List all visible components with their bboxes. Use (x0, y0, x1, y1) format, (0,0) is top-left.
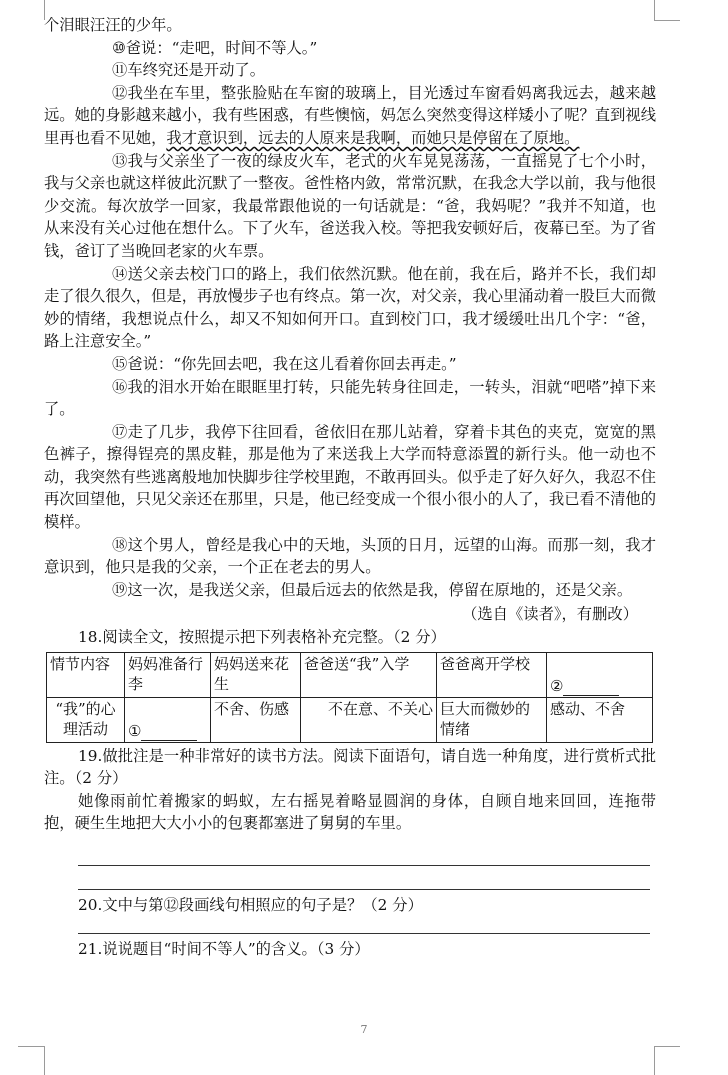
paragraph-number: ⑲ (112, 580, 128, 599)
paragraph-text: 爸说：“走吧，时间不等人。” (125, 38, 318, 57)
question-21: 21.说说题目“时间不等人”的含义。（3 分） (78, 939, 370, 958)
table-cell: 情节内容 (47, 652, 125, 697)
paragraph-19 (44, 579, 656, 602)
crop-mark-tr-h (654, 20, 680, 21)
paragraph-text: 我的泪水开始在眼眶里打转，只能先转身往回走，一转头，泪就“吧嗒”掉下来了。 (44, 377, 656, 419)
answer-marker: ② (550, 676, 564, 695)
paragraph-number: ⑬ (112, 151, 128, 170)
paragraph-text: 送父亲去校门口的路上，我们依然沉默。他在前，我在后，路并不长，我们却走了很久很久，但是，再放慢步子也有终点。第一次，对父亲，我心里涌动着一股巨大而微妙的情绪，我想说点什么，却又不知如何开口。直到校门口，我才缓缓吐出几个字：“爸，路上注意安全。” (44, 264, 656, 351)
paragraph-number: ⑫ (112, 83, 128, 102)
underlined-sentence: 我才意识到，远去的人原来是我啊，而她只是停留在了原地。 (166, 128, 580, 147)
crop-mark-br-h (654, 1046, 680, 1047)
crop-mark-bl-v (44, 1046, 45, 1075)
table-row (47, 652, 653, 697)
paragraph-number: ⑰ (112, 422, 128, 441)
table-cell-answer-2[interactable] (547, 652, 653, 697)
crop-mark-bl-h (18, 1046, 44, 1047)
paragraph-14 (44, 263, 656, 353)
paragraph-number: ⑯ (112, 377, 128, 396)
paragraph-text: 爸说：“你先回去吧，我在这儿看着你回去再走。” (127, 354, 457, 373)
table-cell: 妈妈送来花生 (211, 652, 301, 697)
table-cell: 不在意、不关心 (301, 697, 437, 742)
plot-table (46, 652, 653, 743)
source-note: （选自《读者》，有删改） (462, 605, 638, 624)
question-18: 18.阅读全文，按照提示把下列表格补充完整。（2 分） (78, 628, 446, 647)
answer-line[interactable] (78, 889, 650, 890)
document-page (44, 14, 656, 960)
paragraph-17 (44, 421, 656, 534)
answer-blank[interactable] (141, 724, 197, 741)
table-cell: 爸爸离开学校 (437, 652, 547, 697)
table-row (47, 697, 653, 742)
paragraph-18 (44, 534, 656, 579)
paragraph-11 (44, 59, 656, 82)
table-cell: 不舍、伤感 (211, 697, 301, 742)
passage-line-top: 个泪眼汪汪的少年。 (44, 16, 182, 34)
paragraph-12 (44, 82, 656, 150)
table-cell: 妈妈准备行李 (125, 652, 211, 697)
paragraph-13 (44, 150, 656, 263)
answer-blank[interactable] (563, 679, 619, 696)
paragraph-text: 我坐在车里，整张脸贴在车窗的玻璃上，目光透过车窗看妈离我远去，越来越远。她的身影越来越小，我有些困惑，有些懊恼，妈怎么突然变得这样矮小了呢？直到视线里再也看不见她， (44, 83, 656, 147)
table-cell: 爸爸送“我”入学 (301, 652, 437, 697)
paragraph-10 (44, 37, 656, 60)
answer-marker: ① (128, 721, 142, 740)
question-19: 19.做批注是一种非常好的读书方法。阅读下面语句，请自选一种角度，进行赏析式批注。（2 分） (44, 746, 656, 788)
question-19-quote: 她像雨前忙着搬家的蚂蚁，左右摇晃着略显圆润的身体，自顾自地来回回，连拖带抱，硬生生地把大大小小的包裹都塞进了舅舅的车里。 (44, 791, 656, 833)
paragraph-text: 这个男人，曾经是我心中的天地，头顶的日月，远望的山海。而那一刻，我才意识到，他只是我的父亲，一个正在老去的男人。 (44, 535, 656, 577)
paragraph-text: 这一次，是我送父亲，但最后远去的依然是我，停留在原地的，还是父亲。 (127, 580, 633, 599)
paragraph-15 (44, 353, 656, 376)
paragraph-number: ⑮ (112, 354, 128, 373)
answer-line[interactable] (78, 933, 650, 934)
paragraph-text: 我与父亲坐了一夜的绿皮火车，老式的火车晃晃荡荡，一直摇晃了七个小时，我与父亲也就这样彼此沉默了一整夜。爸性格内敛，常常沉默，在我念大学以前，我与他很少交流。每次放学一回家，我最常跟他说的一句话就是：“爸，我妈呢？”我并不知道，也从来没有关心过他在想什么。下了火车，爸送我入校。等把我安顿好后，夜幕已至。为了省钱，爸订了当晚回老家的火车票。 (44, 151, 656, 260)
crop-mark-br-v (654, 1046, 655, 1075)
paragraph-number: ⑭ (112, 264, 128, 283)
table-cell: 感动、不舍 (547, 697, 653, 742)
table-cell: 巨大而微妙的情绪 (437, 697, 547, 742)
paragraph-number: ⑩ (112, 38, 126, 57)
paragraph-text: 走了几步，我停下往回看，爸依旧在那儿站着，穿着卡其色的夹克，宽宽的黑色裤子，擦得锃亮的黑皮鞋，那是他为了来送我上大学而特意添置的新行头。他一动也不动，我突然有些逃离般地加快脚步往学校里跑，不敢再回头。似乎走了好久好久，我忍不住再次回望他，只见父亲还在那里，只是，他已经变成一个很小很小的人了，我已看不清他的模样。 (44, 422, 656, 532)
paragraph-text: 车终究还是开动了。 (127, 61, 265, 80)
paragraph-number: ⑱ (112, 535, 128, 554)
table-cell-answer-1[interactable] (125, 697, 211, 742)
paragraph-16 (44, 376, 656, 421)
paragraph-number: ⑪ (112, 61, 128, 80)
table-cell: “我”的心理活动 (47, 697, 125, 742)
question-20: 20.文中与第⑫段画线句相照应的句子是？（2 分） (78, 896, 423, 914)
page-number: 7 (360, 1023, 368, 1036)
